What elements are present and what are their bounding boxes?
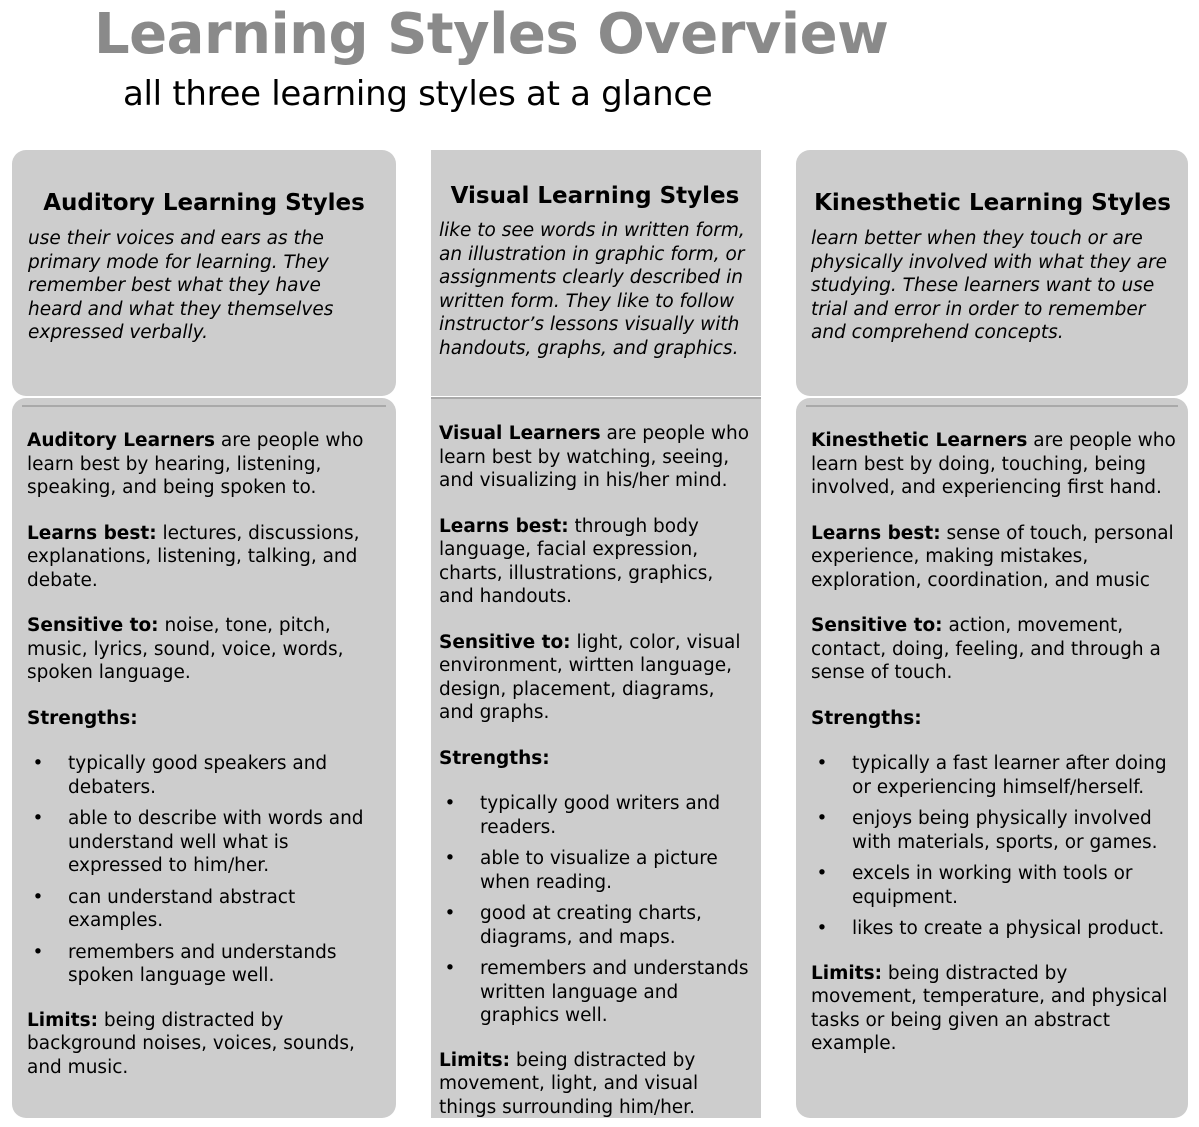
bullet-icon: •: [32, 886, 44, 908]
auditory-body-panel: [12, 398, 396, 1118]
list-item: • able to visualize a picture when reading.: [444, 848, 718, 893]
bullet-icon: •: [444, 793, 456, 814]
list-item: • typically good writers and readers.: [444, 793, 721, 838]
visual-header-panel: [431, 150, 761, 396]
list-item: • typically a fast learner after doing or experiencing himself/herself.: [816, 753, 1167, 798]
list-item: • able to describe with words and understand well what is expressed to him/her.: [32, 808, 364, 876]
kinesthetic-sensitive-to: Sensitive to: action, movement, contact, doing, feeling, and through a sense of touch.: [811, 615, 1161, 683]
list-item: • good at creating charts, diagrams, and maps.: [444, 903, 702, 948]
auditory-heading: Auditory Learning Styles: [43, 190, 365, 216]
visual-intro: Visual Learners are people who learn best by watching, seeing, and visualizing in his/her mind.: [439, 423, 750, 491]
list-item: • remembers and understands written language and graphics well.: [444, 958, 749, 1026]
kinesthetic-body-panel: [796, 398, 1188, 1118]
bullet-icon: •: [32, 941, 44, 963]
kinesthetic-strengths-heading: Strengths:: [811, 707, 922, 729]
list-item: • enjoys being physically involved with materials, sports, or games.: [816, 808, 1158, 853]
bullet-icon: •: [816, 918, 828, 939]
auditory-divider: [22, 405, 386, 407]
visual-body-panel: [431, 398, 761, 1118]
kinesthetic-strengths-list: [811, 752, 1176, 941]
auditory-limits: Limits: being distracted by background noises, voices, sounds, and music.: [27, 1009, 355, 1078]
kinesthetic-header-panel: [796, 150, 1188, 396]
bullet-icon: •: [32, 753, 44, 774]
kinesthetic-limits: Limits: being distracted by movement, temperature, and physical tasks or being given an abstract example.: [811, 962, 1168, 1054]
auditory-description: use their voices and ears as the primary mode for learning. They remember best what they have heard and what they themselves expressed verbally.: [28, 228, 334, 343]
bullet-icon: •: [816, 808, 828, 829]
auditory-header-panel: [12, 150, 396, 396]
auditory-details: [27, 429, 382, 1079]
kinesthetic-intro: Kinesthetic Learners are people who learn best by doing, touching, being involved, and experiencing first hand.: [811, 430, 1176, 498]
list-item: • excels in working with tools or equipment.: [816, 863, 1133, 908]
visual-limits: Limits: being distracted by movement, light, and visual things surrounding him/her.: [439, 1049, 699, 1118]
kinesthetic-learns-best: Learns best: sense of touch, personal experience, making mistakes, exploration, coordination, and music: [811, 522, 1174, 591]
auditory-learns-best: Learns best: lectures, discussions, explanations, listening, talking, and debate.: [27, 522, 360, 591]
list-item: • can understand abstract examples.: [32, 886, 296, 931]
auditory-strengths-heading: Strengths:: [27, 707, 138, 729]
visual-learns-best: Learns best: through body language, facial expression, charts, illustrations, graphics, and handouts.: [439, 515, 714, 607]
auditory-strengths-list: [27, 752, 382, 988]
auditory-intro: Auditory Learners are people who learn best by hearing, listening, speaking, and being spoken to.: [27, 430, 364, 498]
visual-strengths-list: [439, 792, 753, 1028]
kinesthetic-details: [811, 429, 1176, 1056]
page-subtitle: all three learning styles at a glance: [123, 74, 713, 114]
visual-sensitive-to: Sensitive to: light, color, visual environment, wirtten language, design, placement, diagrams, and graphs.: [439, 631, 741, 723]
bullet-icon: •: [444, 958, 456, 979]
auditory-sensitive-to: Sensitive to: noise, tone, pitch, music, lyrics, sound, voice, words, spoken language.: [27, 615, 344, 683]
visual-strengths-heading: Strengths:: [439, 747, 550, 769]
bullet-icon: •: [32, 808, 44, 829]
bullet-icon: •: [816, 863, 828, 884]
list-item: • likes to create a physical product.: [816, 918, 1165, 939]
kinesthetic-description: learn better when they touch or are physically involved with what they are studying. These learners want to use trial and error in order to remember and comprehend concepts.: [811, 228, 1168, 343]
kinesthetic-divider: [806, 405, 1178, 407]
visual-heading: Visual Learning Styles: [450, 183, 740, 209]
page-title: Learning Styles Overview: [94, 2, 889, 67]
kinesthetic-heading: Kinesthetic Learning Styles: [814, 190, 1171, 216]
bullet-icon: •: [444, 903, 456, 924]
bullet-icon: •: [444, 848, 456, 869]
list-item: • remembers and understands spoken language well.: [32, 941, 337, 986]
visual-divider: [431, 397, 761, 399]
visual-details: [439, 422, 753, 1119]
bullet-icon: •: [816, 753, 828, 774]
visual-description: like to see words in written form, an illustration in graphic form, or assignments clearly described in written form. They like to follow instructor’s lessons visually with handouts, graphs, and graphics.: [439, 220, 745, 359]
list-item: • typically good speakers and debaters.: [32, 753, 328, 798]
